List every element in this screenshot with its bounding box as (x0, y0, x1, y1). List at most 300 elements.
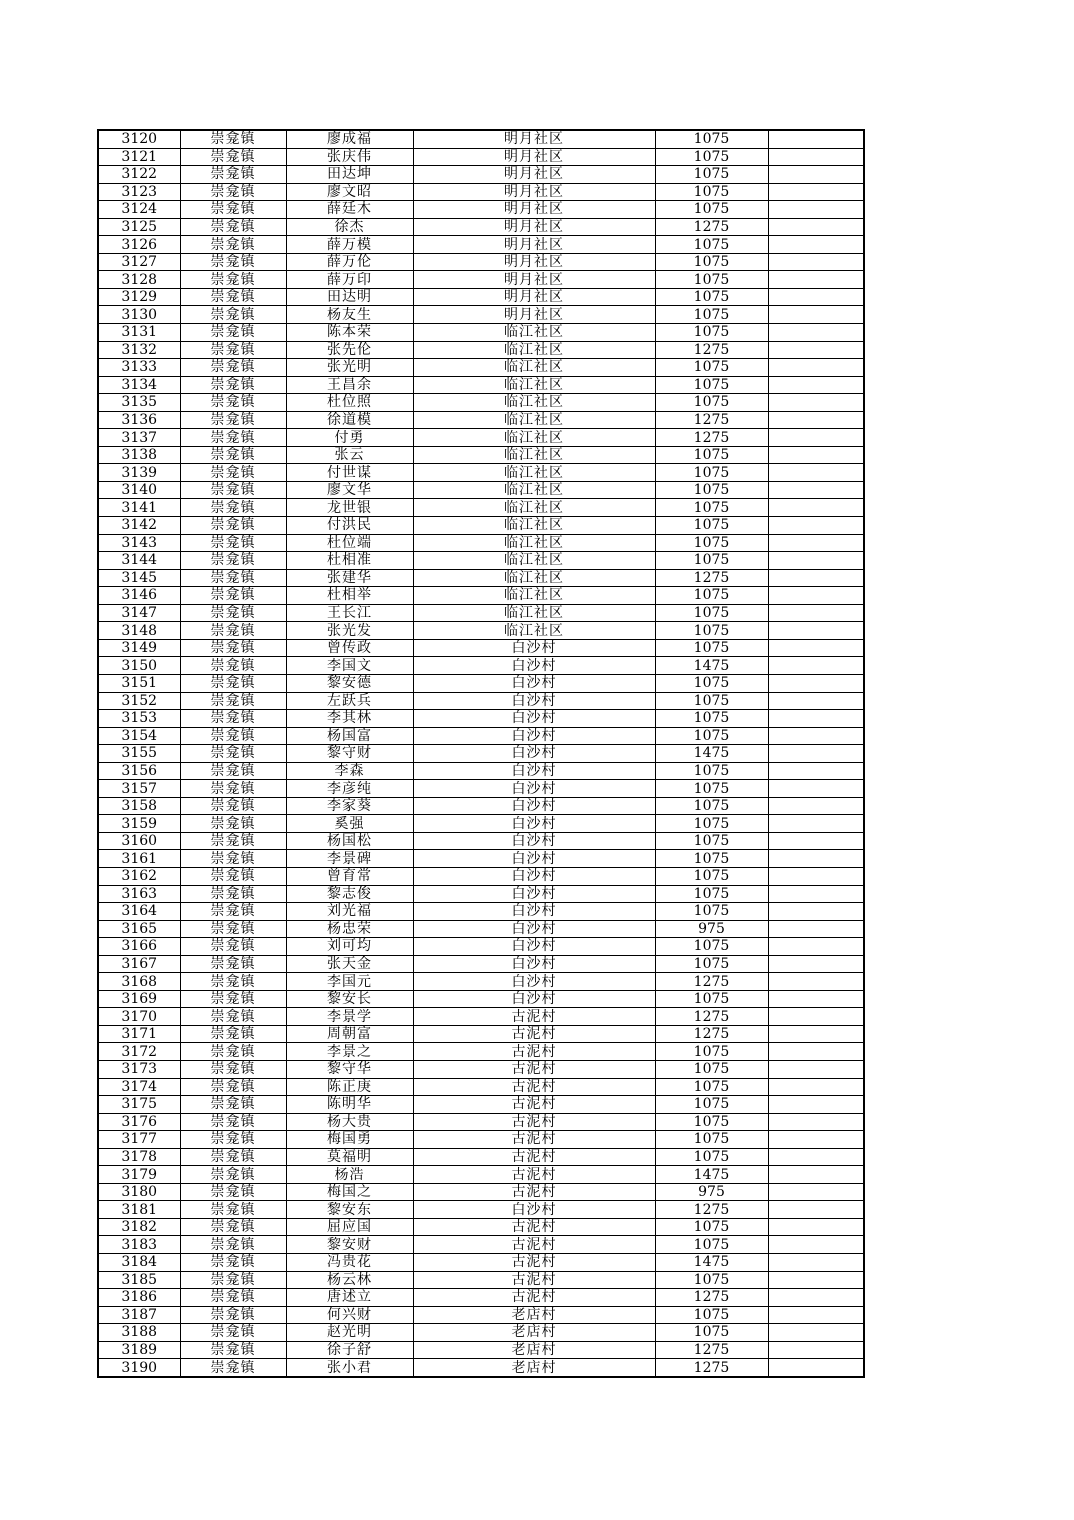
village-cell: 古泥村 (413, 1254, 655, 1272)
amount-cell: 1075 (655, 797, 768, 815)
village-cell: 古泥村 (413, 1113, 655, 1131)
remarks-cell (768, 727, 864, 745)
village-cell: 明月社区 (413, 166, 655, 184)
village-cell: 明月社区 (413, 306, 655, 324)
person-name-cell: 李景碑 (286, 850, 413, 868)
town-cell: 崇龛镇 (180, 446, 286, 464)
town-cell: 崇龛镇 (180, 1236, 286, 1254)
village-cell: 白沙村 (413, 692, 655, 710)
remarks-cell (768, 639, 864, 657)
row-number-cell: 3171 (98, 1025, 180, 1043)
table-row (98, 1096, 864, 1114)
amount-cell: 1075 (655, 446, 768, 464)
remarks-cell (768, 674, 864, 692)
person-name-cell: 陈正庚 (286, 1078, 413, 1096)
amount-cell: 1075 (655, 1218, 768, 1236)
row-number-cell: 3125 (98, 218, 180, 236)
remarks-cell (768, 288, 864, 306)
town-cell: 崇龛镇 (180, 1043, 286, 1061)
person-name-cell: 张天金 (286, 955, 413, 973)
table-row (98, 1306, 864, 1324)
person-name-cell: 徐杰 (286, 218, 413, 236)
row-number-cell: 3170 (98, 1008, 180, 1026)
table-row (98, 341, 864, 359)
table-row (98, 569, 864, 587)
remarks-cell (768, 429, 864, 447)
amount-cell: 1075 (655, 990, 768, 1008)
village-cell: 临江社区 (413, 341, 655, 359)
remarks-cell (768, 517, 864, 535)
town-cell: 崇龛镇 (180, 148, 286, 166)
amount-cell: 1075 (655, 271, 768, 289)
amount-cell: 1075 (655, 1236, 768, 1254)
row-number-cell: 3134 (98, 376, 180, 394)
person-name-cell: 杜位照 (286, 394, 413, 412)
person-name-cell: 薛廷木 (286, 201, 413, 219)
amount-cell: 1075 (655, 604, 768, 622)
amount-cell: 1075 (655, 850, 768, 868)
village-cell: 临江社区 (413, 394, 655, 412)
row-number-cell: 3143 (98, 534, 180, 552)
amount-cell: 1075 (655, 622, 768, 640)
person-name-cell: 左跃兵 (286, 692, 413, 710)
row-number-cell: 3132 (98, 341, 180, 359)
town-cell: 崇龛镇 (180, 587, 286, 605)
town-cell: 崇龛镇 (180, 657, 286, 675)
person-name-cell: 杨国富 (286, 727, 413, 745)
row-number-cell: 3154 (98, 727, 180, 745)
row-number-cell: 3126 (98, 236, 180, 254)
row-number-cell: 3149 (98, 639, 180, 657)
town-cell: 崇龛镇 (180, 674, 286, 692)
village-cell: 明月社区 (413, 218, 655, 236)
table-row (98, 1113, 864, 1131)
amount-cell: 1275 (655, 1359, 768, 1377)
town-cell: 崇龛镇 (180, 271, 286, 289)
table-row (98, 1271, 864, 1289)
person-name-cell: 张云 (286, 446, 413, 464)
person-name-cell: 薛万伦 (286, 253, 413, 271)
table-row (98, 604, 864, 622)
person-name-cell: 廖文昭 (286, 183, 413, 201)
remarks-cell (768, 253, 864, 271)
row-number-cell: 3156 (98, 762, 180, 780)
table-row (98, 446, 864, 464)
person-name-cell: 黎志俊 (286, 885, 413, 903)
row-number-cell: 3175 (98, 1096, 180, 1114)
table-row (98, 552, 864, 570)
row-number-cell: 3124 (98, 201, 180, 219)
town-cell: 崇龛镇 (180, 885, 286, 903)
remarks-cell (768, 867, 864, 885)
table-row (98, 587, 864, 605)
amount-cell: 1275 (655, 1008, 768, 1026)
table-row (98, 464, 864, 482)
table-row (98, 832, 864, 850)
village-cell: 白沙村 (413, 938, 655, 956)
table-row (98, 622, 864, 640)
village-cell: 临江社区 (413, 517, 655, 535)
row-number-cell: 3136 (98, 411, 180, 429)
row-number-cell: 3155 (98, 745, 180, 763)
amount-cell: 1075 (655, 1324, 768, 1342)
table-row (98, 867, 864, 885)
remarks-cell (768, 762, 864, 780)
remarks-cell (768, 903, 864, 921)
table-row (98, 481, 864, 499)
village-cell: 白沙村 (413, 955, 655, 973)
person-name-cell: 杨大贵 (286, 1113, 413, 1131)
amount-cell: 1075 (655, 938, 768, 956)
remarks-cell (768, 324, 864, 342)
table-row (98, 534, 864, 552)
remarks-cell (768, 815, 864, 833)
row-number-cell: 3187 (98, 1306, 180, 1324)
remarks-cell (768, 1306, 864, 1324)
amount-cell: 1275 (655, 1341, 768, 1359)
amount-cell: 1075 (655, 780, 768, 798)
remarks-cell (768, 236, 864, 254)
town-cell: 崇龛镇 (180, 1218, 286, 1236)
person-name-cell: 黎安德 (286, 674, 413, 692)
person-name-cell: 张光明 (286, 359, 413, 377)
person-name-cell: 薛万印 (286, 271, 413, 289)
amount-cell: 1075 (655, 288, 768, 306)
person-name-cell: 张庆伟 (286, 148, 413, 166)
amount-cell: 1475 (655, 745, 768, 763)
village-cell: 白沙村 (413, 639, 655, 657)
remarks-cell (768, 1218, 864, 1236)
amount-cell: 1075 (655, 885, 768, 903)
amount-cell: 1275 (655, 341, 768, 359)
person-name-cell: 李家葵 (286, 797, 413, 815)
person-name-cell: 杨国松 (286, 832, 413, 850)
town-cell: 崇龛镇 (180, 359, 286, 377)
village-cell: 古泥村 (413, 1289, 655, 1307)
remarks-cell (768, 973, 864, 991)
row-number-cell: 3120 (98, 130, 180, 148)
amount-cell: 1275 (655, 429, 768, 447)
table-row (98, 517, 864, 535)
village-cell: 明月社区 (413, 148, 655, 166)
amount-cell: 1075 (655, 867, 768, 885)
table-row (98, 394, 864, 412)
row-number-cell: 3164 (98, 903, 180, 921)
table-body (98, 130, 864, 1377)
table-row (98, 745, 864, 763)
person-name-cell: 李国文 (286, 657, 413, 675)
person-name-cell: 陈明华 (286, 1096, 413, 1114)
row-number-cell: 3133 (98, 359, 180, 377)
village-cell: 白沙村 (413, 1201, 655, 1219)
amount-cell: 1075 (655, 692, 768, 710)
remarks-cell (768, 1113, 864, 1131)
table-row (98, 990, 864, 1008)
village-cell: 白沙村 (413, 710, 655, 728)
town-cell: 崇龛镇 (180, 832, 286, 850)
person-name-cell: 黎安财 (286, 1236, 413, 1254)
town-cell: 崇龛镇 (180, 1341, 286, 1359)
town-cell: 崇龛镇 (180, 780, 286, 798)
amount-cell: 1075 (655, 727, 768, 745)
person-name-cell: 周朝富 (286, 1025, 413, 1043)
person-name-cell: 廖文华 (286, 481, 413, 499)
village-cell: 古泥村 (413, 1166, 655, 1184)
table-row (98, 850, 864, 868)
table-row (98, 201, 864, 219)
amount-cell: 1075 (655, 639, 768, 657)
village-cell: 白沙村 (413, 815, 655, 833)
person-name-cell: 李其林 (286, 710, 413, 728)
amount-cell: 1075 (655, 324, 768, 342)
row-number-cell: 3163 (98, 885, 180, 903)
remarks-cell (768, 534, 864, 552)
row-number-cell: 3129 (98, 288, 180, 306)
person-name-cell: 李森 (286, 762, 413, 780)
person-name-cell: 薛万模 (286, 236, 413, 254)
village-cell: 临江社区 (413, 534, 655, 552)
table-row (98, 1289, 864, 1307)
village-cell: 白沙村 (413, 657, 655, 675)
town-cell: 崇龛镇 (180, 973, 286, 991)
subsidy-list-table (97, 129, 865, 1378)
remarks-cell (768, 1131, 864, 1149)
amount-cell: 1075 (655, 710, 768, 728)
remarks-cell (768, 1236, 864, 1254)
town-cell: 崇龛镇 (180, 517, 286, 535)
town-cell: 崇龛镇 (180, 183, 286, 201)
town-cell: 崇龛镇 (180, 622, 286, 640)
table-row (98, 1008, 864, 1026)
amount-cell: 1075 (655, 166, 768, 184)
town-cell: 崇龛镇 (180, 1166, 286, 1184)
town-cell: 崇龛镇 (180, 1078, 286, 1096)
village-cell: 老店村 (413, 1306, 655, 1324)
table-row (98, 920, 864, 938)
town-cell: 崇龛镇 (180, 938, 286, 956)
town-cell: 崇龛镇 (180, 324, 286, 342)
table-row (98, 674, 864, 692)
amount-cell: 1075 (655, 1306, 768, 1324)
row-number-cell: 3160 (98, 832, 180, 850)
person-name-cell: 付世谋 (286, 464, 413, 482)
person-name-cell: 曾育常 (286, 867, 413, 885)
row-number-cell: 3122 (98, 166, 180, 184)
remarks-cell (768, 1324, 864, 1342)
town-cell: 崇龛镇 (180, 306, 286, 324)
town-cell: 崇龛镇 (180, 1289, 286, 1307)
remarks-cell (768, 1271, 864, 1289)
village-cell: 老店村 (413, 1341, 655, 1359)
person-name-cell: 梅国之 (286, 1183, 413, 1201)
table-row (98, 762, 864, 780)
amount-cell: 1075 (655, 1096, 768, 1114)
person-name-cell: 田达坤 (286, 166, 413, 184)
table-row (98, 1043, 864, 1061)
remarks-cell (768, 1183, 864, 1201)
person-name-cell: 何兴财 (286, 1306, 413, 1324)
amount-cell: 1075 (655, 903, 768, 921)
row-number-cell: 3173 (98, 1060, 180, 1078)
row-number-cell: 3131 (98, 324, 180, 342)
remarks-cell (768, 692, 864, 710)
amount-cell: 1075 (655, 832, 768, 850)
town-cell: 崇龛镇 (180, 1306, 286, 1324)
amount-cell: 1075 (655, 815, 768, 833)
amount-cell: 1075 (655, 464, 768, 482)
row-number-cell: 3179 (98, 1166, 180, 1184)
amount-cell: 1075 (655, 762, 768, 780)
person-name-cell: 黎守华 (286, 1060, 413, 1078)
row-number-cell: 3142 (98, 517, 180, 535)
amount-cell: 1475 (655, 657, 768, 675)
table-row (98, 727, 864, 745)
village-cell: 临江社区 (413, 604, 655, 622)
town-cell: 崇龛镇 (180, 815, 286, 833)
town-cell: 崇龛镇 (180, 341, 286, 359)
town-cell: 崇龛镇 (180, 464, 286, 482)
table-row (98, 1324, 864, 1342)
remarks-cell (768, 1341, 864, 1359)
village-cell: 白沙村 (413, 727, 655, 745)
town-cell: 崇龛镇 (180, 569, 286, 587)
town-cell: 崇龛镇 (180, 1096, 286, 1114)
row-number-cell: 3148 (98, 622, 180, 640)
amount-cell: 1075 (655, 1131, 768, 1149)
village-cell: 明月社区 (413, 130, 655, 148)
remarks-cell (768, 990, 864, 1008)
remarks-cell (768, 1166, 864, 1184)
person-name-cell: 张光发 (286, 622, 413, 640)
person-name-cell: 杨忠荣 (286, 920, 413, 938)
village-cell: 临江社区 (413, 411, 655, 429)
village-cell: 古泥村 (413, 1096, 655, 1114)
person-name-cell: 杨友生 (286, 306, 413, 324)
amount-cell: 1275 (655, 1201, 768, 1219)
town-cell: 崇龛镇 (180, 762, 286, 780)
remarks-cell (768, 587, 864, 605)
person-name-cell: 黎安东 (286, 1201, 413, 1219)
village-cell: 临江社区 (413, 587, 655, 605)
person-name-cell: 张小君 (286, 1359, 413, 1377)
row-number-cell: 3153 (98, 710, 180, 728)
amount-cell: 1075 (655, 394, 768, 412)
village-cell: 古泥村 (413, 1025, 655, 1043)
amount-cell: 1075 (655, 1078, 768, 1096)
town-cell: 崇龛镇 (180, 218, 286, 236)
village-cell: 白沙村 (413, 920, 655, 938)
remarks-cell (768, 832, 864, 850)
table-row (98, 1183, 864, 1201)
village-cell: 白沙村 (413, 973, 655, 991)
table-row (98, 306, 864, 324)
amount-cell: 1075 (655, 253, 768, 271)
remarks-cell (768, 955, 864, 973)
town-cell: 崇龛镇 (180, 1271, 286, 1289)
remarks-cell (768, 130, 864, 148)
village-cell: 白沙村 (413, 832, 655, 850)
town-cell: 崇龛镇 (180, 1148, 286, 1166)
village-cell: 临江社区 (413, 429, 655, 447)
amount-cell: 1275 (655, 411, 768, 429)
person-name-cell: 张建华 (286, 569, 413, 587)
village-cell: 明月社区 (413, 236, 655, 254)
remarks-cell (768, 1025, 864, 1043)
village-cell: 临江社区 (413, 481, 655, 499)
amount-cell: 1075 (655, 201, 768, 219)
town-cell: 崇龛镇 (180, 1201, 286, 1219)
amount-cell: 1475 (655, 1254, 768, 1272)
person-name-cell: 刘可均 (286, 938, 413, 956)
village-cell: 古泥村 (413, 1043, 655, 1061)
village-cell: 临江社区 (413, 499, 655, 517)
remarks-cell (768, 1060, 864, 1078)
amount-cell: 1075 (655, 359, 768, 377)
village-cell: 白沙村 (413, 885, 655, 903)
remarks-cell (768, 499, 864, 517)
remarks-cell (768, 1254, 864, 1272)
person-name-cell: 梅国勇 (286, 1131, 413, 1149)
row-number-cell: 3176 (98, 1113, 180, 1131)
person-name-cell: 徐子舒 (286, 1341, 413, 1359)
town-cell: 崇龛镇 (180, 236, 286, 254)
person-name-cell: 屈应国 (286, 1218, 413, 1236)
person-name-cell: 曾传政 (286, 639, 413, 657)
town-cell: 崇龛镇 (180, 552, 286, 570)
village-cell: 古泥村 (413, 1148, 655, 1166)
amount-cell: 1075 (655, 1271, 768, 1289)
person-name-cell: 奚强 (286, 815, 413, 833)
remarks-cell (768, 376, 864, 394)
town-cell: 崇龛镇 (180, 710, 286, 728)
person-name-cell: 徐道模 (286, 411, 413, 429)
remarks-cell (768, 938, 864, 956)
table-row (98, 1236, 864, 1254)
table-row (98, 148, 864, 166)
amount-cell: 975 (655, 920, 768, 938)
row-number-cell: 3121 (98, 148, 180, 166)
remarks-cell (768, 604, 864, 622)
person-name-cell: 龙世银 (286, 499, 413, 517)
town-cell: 崇龛镇 (180, 1324, 286, 1342)
amount-cell: 1075 (655, 587, 768, 605)
village-cell: 临江社区 (413, 552, 655, 570)
table-row (98, 973, 864, 991)
town-cell: 崇龛镇 (180, 166, 286, 184)
person-name-cell: 杜位端 (286, 534, 413, 552)
remarks-cell (768, 885, 864, 903)
person-name-cell: 付勇 (286, 429, 413, 447)
table-row (98, 411, 864, 429)
row-number-cell: 3183 (98, 1236, 180, 1254)
amount-cell: 1075 (655, 1148, 768, 1166)
amount-cell: 1075 (655, 552, 768, 570)
town-cell: 崇龛镇 (180, 1025, 286, 1043)
table-row (98, 1078, 864, 1096)
person-name-cell: 付洪民 (286, 517, 413, 535)
table-row (98, 253, 864, 271)
person-name-cell: 唐述立 (286, 1289, 413, 1307)
row-number-cell: 3169 (98, 990, 180, 1008)
town-cell: 崇龛镇 (180, 990, 286, 1008)
table-row (98, 692, 864, 710)
amount-cell: 1075 (655, 499, 768, 517)
row-number-cell: 3172 (98, 1043, 180, 1061)
row-number-cell: 3138 (98, 446, 180, 464)
person-name-cell: 杜相举 (286, 587, 413, 605)
row-number-cell: 3137 (98, 429, 180, 447)
person-name-cell: 王昌余 (286, 376, 413, 394)
